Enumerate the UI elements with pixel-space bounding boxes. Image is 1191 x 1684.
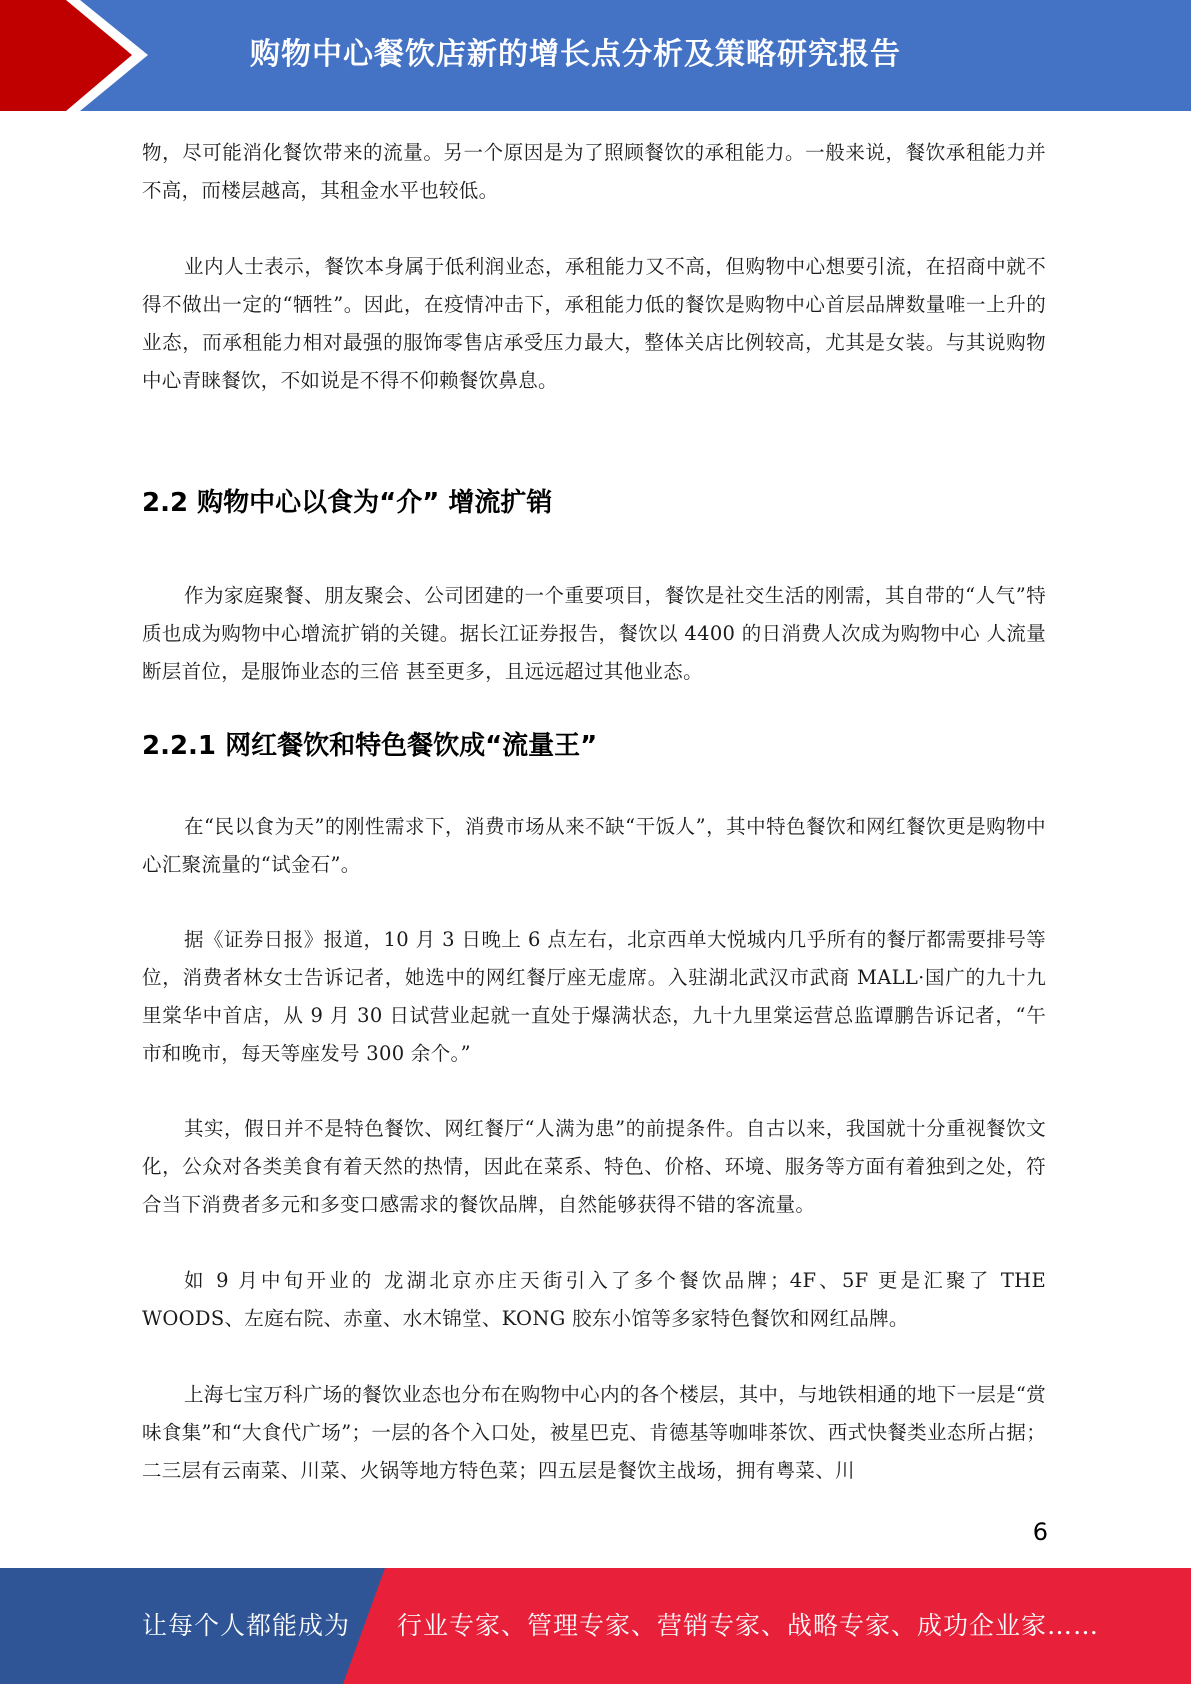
body-paragraph: 如 9 月中旬开业的 龙湖北京亦庄天街引入了多个餐饮品牌；4F、5F 更是汇聚了 THE WOODS、左庭右院、赤童、水木锦堂、KONG 胶东小馆等多家特色餐饮和网红品牌。: [142, 1269, 1046, 1330]
paragraph-block: [142, 808, 1046, 884]
footer-band: [0, 1568, 1191, 1684]
paragraph-block: [142, 1262, 1046, 1338]
section-heading-2-2-1: 2.2.1 网红餐饮和特色餐饮成“流量王”: [142, 731, 598, 761]
page-number: 6: [1032, 1518, 1048, 1546]
body-paragraph: 业内人士表示，餐饮本身属于低利润业态，承租能力又不高，但购物中心想要引流，在招商中就不得不做出一定的“牺牲”。因此，在疫情冲击下，承租能力低的餐饮是购物中心首层品牌数量唯一上升的业态，而承租能力相对最强的服饰零售店承受压力最大，整体关店比例较高，尤其是女装。与其说购物中心青睐餐饮，不如说是不得不仰赖餐饮鼻息。: [142, 255, 1046, 392]
body-paragraph: 上海七宝万科广场的餐饮业态也分布在购物中心内的各个楼层，其中，与地铁相通的地下一层是“赏味食集”和“大食代广场”；一层的各个入口处，被星巴克、肯德基等咖啡茶饮、西式快餐类业态所占据；二三层有云南菜、川菜、火锅等地方特色菜；四五层是餐饮主战场，拥有粤菜、川: [142, 1383, 1046, 1482]
body-paragraph: 据《证券日报》报道，10 月 3 日晚上 6 点左右，北京西单大悦城内几乎所有的餐厅都需要排号等位，消费者林女士告诉记者，她选中的网红餐厅座无虚席。入驻湖北武汉市武商 MALL·国广的九十九里棠华中首店，从 9 月 30 日试营业起就一直处于爆满状态，九十九里棠运营总监谭鹏告诉记者，“午市和晚市，每天等座发号 300 余个。”: [142, 928, 1046, 1065]
paragraph-block: [142, 248, 1046, 400]
body-paragraph: 物，尽可能消化餐饮带来的流量。另一个原因是为了照顾餐饮的承租能力。一般来说，餐饮承租能力并不高，而楼层越高，其租金水平也较低。: [142, 141, 1046, 202]
section-heading-2-2: 2.2 购物中心以食为“介” 增流扩销: [142, 488, 553, 518]
paragraph-block: [142, 577, 1046, 691]
footer-slogan-right: 行业专家、管理专家、营销专家、战略专家、成功企业家……: [397, 1611, 1100, 1640]
body-paragraph: 其实，假日并不是特色餐饮、网红餐厅“人满为患”的前提条件。自古以来，我国就十分重视餐饮文化，公众对各类美食有着天然的热情，因此在菜系、特色、价格、环境、服务等方面有着独到之处，符合当下消费者多元和多变口感需求的餐饮品牌，自然能够获得不错的客流量。: [142, 1117, 1046, 1216]
footer-slogan-left: 让每个人都能成为: [142, 1611, 351, 1640]
paragraph-block: [142, 1376, 1046, 1490]
body-paragraph: 作为家庭聚餐、朋友聚会、公司团建的一个重要项目，餐饮是社交生活的刚需，其自带的“人气”特质也成为购物中心增流扩销的关键。据长江证券报告，餐饮以 4400 的日消费人次成为购物中心 人流量断层首位，是服饰业态的三倍 甚至更多，且远远超过其他业态。: [142, 584, 1046, 683]
paragraph-block: [142, 921, 1046, 1073]
body-paragraph: 在“民以食为天”的刚性需求下，消费市场从来不缺“干饭人”，其中特色餐饮和网红餐饮更是购物中心汇聚流量的“试金石”。: [142, 815, 1046, 876]
document-title: 购物中心餐饮店新的增长点分析及策略研究报告: [250, 37, 901, 72]
paragraph-continued: [142, 134, 1046, 210]
paragraph-block: [142, 1110, 1046, 1224]
header-band: [0, 0, 1191, 111]
header-arrow-decoration: [0, 0, 160, 111]
